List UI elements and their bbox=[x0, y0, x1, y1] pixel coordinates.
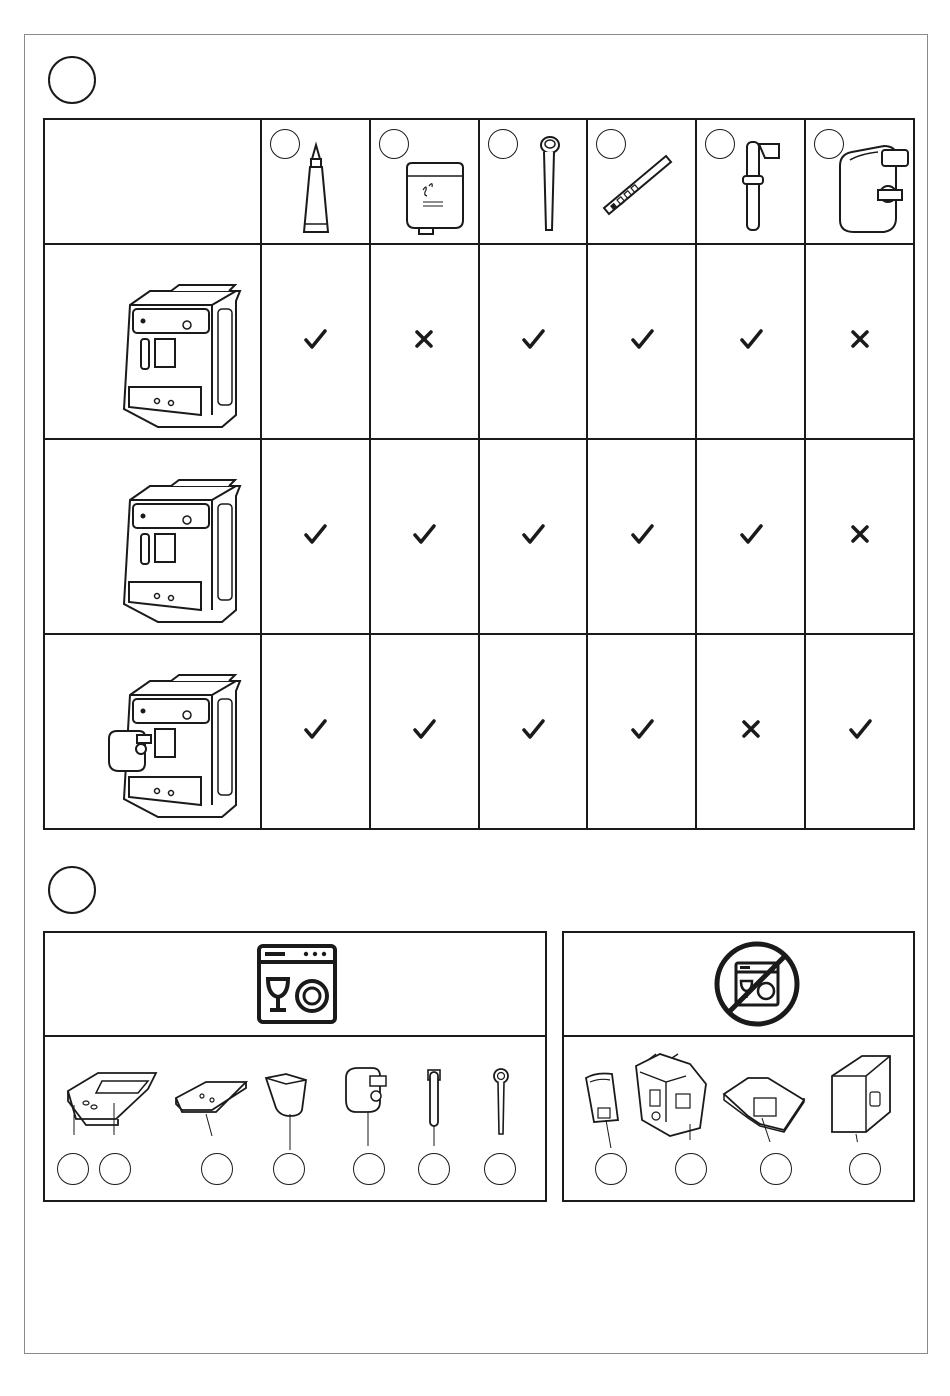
part-badge bbox=[57, 1153, 89, 1185]
header-cell bbox=[696, 119, 805, 244]
mark-cell bbox=[370, 244, 479, 439]
mark-cell bbox=[370, 634, 479, 829]
part-badge bbox=[273, 1153, 305, 1185]
mark-cell bbox=[696, 244, 805, 439]
milk-carafe-icon bbox=[806, 120, 914, 238]
check-icon bbox=[409, 519, 439, 549]
check-icon bbox=[300, 324, 330, 354]
cross-icon bbox=[845, 519, 875, 549]
coffee-machine-icon bbox=[45, 440, 260, 630]
compatibility-table bbox=[43, 118, 915, 830]
part-badge bbox=[675, 1153, 707, 1185]
water-filter-icon bbox=[371, 120, 479, 238]
header-cell bbox=[587, 119, 696, 244]
machine-cell bbox=[44, 634, 261, 829]
header-cell bbox=[805, 119, 914, 244]
check-icon bbox=[736, 324, 766, 354]
dishwasher-safe-header bbox=[45, 933, 545, 1037]
not-dishwasher-safe-header bbox=[564, 933, 913, 1037]
header-cell bbox=[370, 119, 479, 244]
drip-tray-cover-icon bbox=[172, 1078, 252, 1138]
step-circle-dishwasher bbox=[48, 866, 96, 914]
header-empty-cell bbox=[44, 119, 261, 244]
measuring-scoop-icon bbox=[480, 120, 588, 238]
milk-tube-icon bbox=[420, 1066, 450, 1146]
part-badge bbox=[201, 1153, 233, 1185]
mark-cell bbox=[261, 634, 370, 829]
machine-cell bbox=[44, 439, 261, 634]
mark-cell bbox=[261, 244, 370, 439]
check-icon bbox=[845, 714, 875, 744]
milk-frother-icon bbox=[340, 1066, 390, 1146]
mark-cell bbox=[587, 634, 696, 829]
cross-icon bbox=[845, 324, 875, 354]
part-badge bbox=[99, 1153, 131, 1185]
dishwasher-icon bbox=[256, 943, 338, 1025]
coffee-machine-icon bbox=[45, 245, 260, 435]
table-row bbox=[44, 634, 914, 829]
part-badge bbox=[353, 1153, 385, 1185]
coffee-grounds-container-icon bbox=[262, 1070, 312, 1150]
mark-cell bbox=[805, 634, 914, 829]
check-icon bbox=[518, 714, 548, 744]
part-badge bbox=[849, 1153, 881, 1185]
mark-cell bbox=[696, 439, 805, 634]
part-badge bbox=[418, 1153, 450, 1185]
check-icon bbox=[627, 519, 657, 549]
check-icon bbox=[627, 714, 657, 744]
brew-group-icon bbox=[628, 1050, 718, 1140]
table-header-row bbox=[44, 119, 914, 244]
header-cell bbox=[479, 119, 588, 244]
part-badge bbox=[484, 1153, 516, 1185]
mark-cell bbox=[479, 439, 588, 634]
part-badge bbox=[595, 1153, 627, 1185]
water-tank-icon bbox=[826, 1052, 896, 1142]
mark-cell bbox=[479, 634, 588, 829]
cross-icon bbox=[736, 714, 766, 744]
drip-tray-icon bbox=[62, 1065, 162, 1135]
mark-cell bbox=[805, 244, 914, 439]
mark-cell bbox=[587, 439, 696, 634]
check-icon bbox=[300, 519, 330, 549]
water-hardness-test-strip-icon bbox=[588, 120, 696, 238]
mark-cell bbox=[370, 439, 479, 634]
table-row bbox=[44, 244, 914, 439]
coffee-machine-with-carafe-icon bbox=[45, 635, 260, 825]
mark-cell bbox=[479, 244, 588, 439]
mark-cell bbox=[805, 439, 914, 634]
lubricant-tube-icon bbox=[262, 120, 370, 238]
part-badge bbox=[760, 1153, 792, 1185]
lid-icon bbox=[720, 1072, 810, 1142]
cross-icon bbox=[409, 324, 439, 354]
check-icon bbox=[736, 519, 766, 549]
milk-tube-icon bbox=[697, 120, 805, 238]
check-icon bbox=[518, 519, 548, 549]
mark-cell bbox=[587, 244, 696, 439]
measuring-scoop-icon bbox=[486, 1066, 516, 1146]
mark-cell bbox=[696, 634, 805, 829]
mark-cell bbox=[261, 439, 370, 634]
no-dishwasher-icon bbox=[712, 939, 802, 1029]
step-circle-compatibility bbox=[48, 56, 96, 104]
table-row bbox=[44, 439, 914, 634]
coffee-outlet-cover-icon bbox=[582, 1068, 632, 1148]
check-icon bbox=[627, 324, 657, 354]
check-icon bbox=[409, 714, 439, 744]
machine-cell bbox=[44, 244, 261, 439]
check-icon bbox=[300, 714, 330, 744]
header-cell bbox=[261, 119, 370, 244]
check-icon bbox=[518, 324, 548, 354]
